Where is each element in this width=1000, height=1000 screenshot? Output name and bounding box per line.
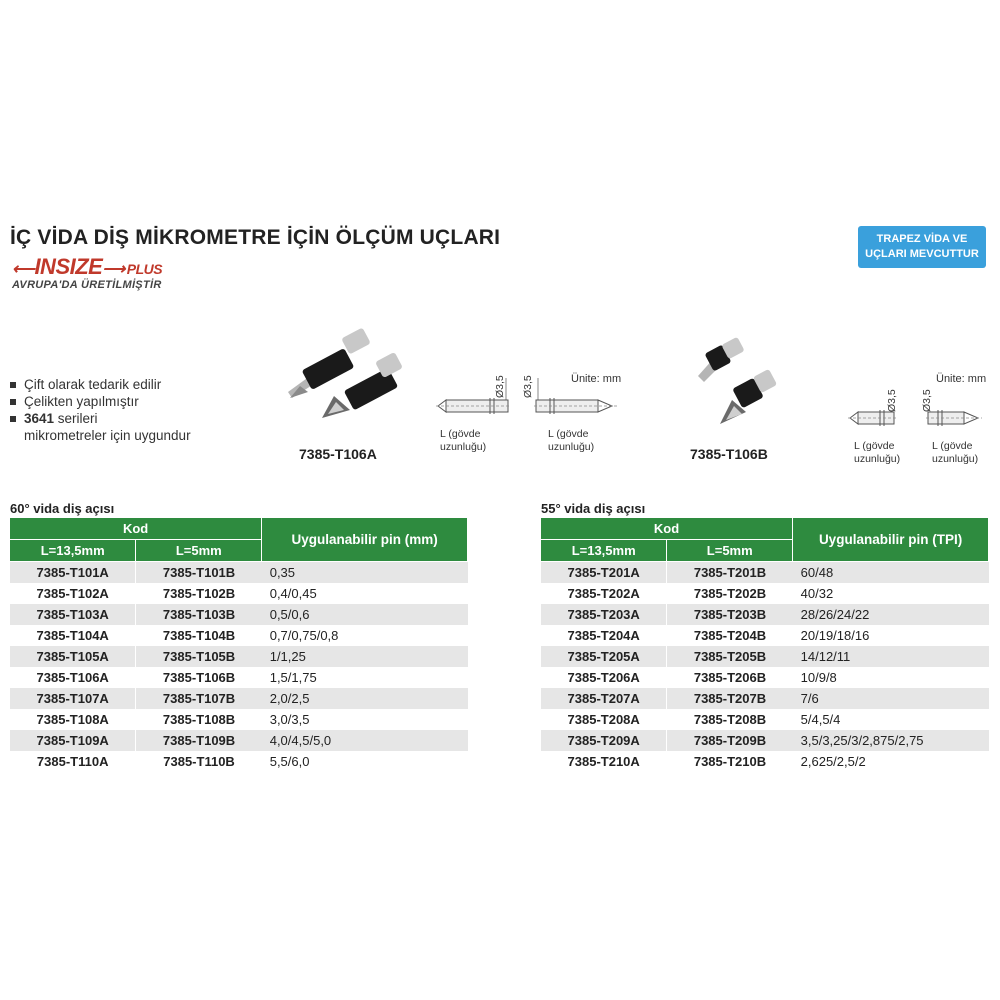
table-row [541,583,989,604]
table-row [541,667,989,688]
pin-cell: 4,0/4,5/5,0 [262,730,468,751]
logo-plus-text: PLUS [126,261,163,277]
feature-text: mikrometreler için uygundur [24,428,191,443]
code-b-cell: 7385-T204B [667,625,793,646]
code-b-cell: 7385-T206B [667,667,793,688]
pin-cell: 20/19/18/16 [793,625,989,646]
code-b-cell: 7385-T208B [667,709,793,730]
code-a-cell: 7385-T103A [10,604,136,625]
code-a-cell: 7385-T106A [10,667,136,688]
table-row [541,730,989,751]
table-55 [541,518,989,772]
pin-cell: 7/6 [793,688,989,709]
code-a-cell: 7385-T206A [541,667,667,688]
pin-cell: 5,5/6,0 [262,751,468,772]
table-60-heading: 60° vida diş açısı [10,501,115,516]
table-row [10,751,468,772]
table-55-heading: 55° vida diş açısı [541,501,646,516]
length-13-header: L=13,5mm [541,540,667,562]
code-b-cell: 7385-T202B [667,583,793,604]
code-b-cell: 7385-T106B [136,667,262,688]
table-row [10,583,468,604]
table-row [541,625,989,646]
code-b-cell: 7385-T108B [136,709,262,730]
code-b-cell: 7385-T102B [136,583,262,604]
code-a-cell: 7385-T202A [541,583,667,604]
feature-series-number: 3641 [24,411,55,426]
table-row [10,562,468,584]
label-line: L (gövde [854,440,895,452]
table-row [541,562,989,584]
table-row [10,646,468,667]
pin-cell: 0,7/0,75/0,8 [262,625,468,646]
code-a-cell: 7385-T101A [10,562,136,584]
label-line: L (gövde [440,428,481,440]
short-pin-diagram-left [848,410,896,426]
pin-cell: 5/4,5/4 [793,709,989,730]
pin-cell: 2,625/2,5/2 [793,751,989,772]
product-b-unit: Ünite: mm [936,373,987,385]
logo-tagline: AVRUPA'DA ÜRETİLMİŞTİR [12,279,162,291]
code-a-cell: 7385-T209A [541,730,667,751]
insize-logo [12,254,212,294]
code-a-cell: 7385-T102A [10,583,136,604]
bullet-square-icon [10,382,16,388]
feature-text: Çelikten yapılmıştır [24,394,139,409]
code-b-cell: 7385-T107B [136,688,262,709]
pin-cell: 2,0/2,5 [262,688,468,709]
table-row [541,646,989,667]
pin-cell: 3,0/3,5 [262,709,468,730]
tip-cone-icon [288,327,403,418]
pin-cell: 28/26/24/22 [793,604,989,625]
feature-text: Çift olarak tedarik edilir [24,377,162,392]
pin-cell: 60/48 [793,562,989,584]
label-line: L (gövde [548,428,589,440]
label-line: uzunluğu) [548,441,595,453]
code-a-cell: 7385-T104A [10,625,136,646]
pin-cell: 0,4/0,45 [262,583,468,604]
length-5-header: L=5mm [667,540,793,562]
pin-header: Uygulanabilir pin (mm) [262,518,468,562]
bullet-square-icon [10,399,16,405]
table-row [10,667,468,688]
table-row [10,709,468,730]
code-b-cell: 7385-T101B [136,562,262,584]
table-row [541,751,989,772]
pin-cell: 0,5/0,6 [262,604,468,625]
feature-text: serileri [54,411,98,426]
code-a-cell: 7385-T203A [541,604,667,625]
pin-header: Uygulanabilir pin (TPI) [793,518,989,562]
table-row [10,604,468,625]
product-a-caption: 7385-T106A [299,446,377,462]
label-line: uzunluğu) [932,453,979,465]
pin-diagram-right [534,378,618,414]
code-b-cell: 7385-T209B [667,730,793,751]
product-a-dim-left: Ø3,5 [494,375,506,398]
table-60 [10,518,468,772]
short-tip-pair-icon [698,337,777,424]
badge-line-1: TRAPEZ VİDA VE [876,233,968,245]
pin-cell: 14/12/11 [793,646,989,667]
code-b-cell: 7385-T207B [667,688,793,709]
table-row [541,604,989,625]
kod-header: Kod [541,518,793,540]
code-b-cell: 7385-T109B [136,730,262,751]
page-title: İÇ VİDA DİŞ MİKROMETRE İÇİN ÖLÇÜM UÇLARI [10,226,501,249]
logo-brand-text: INSIZE [34,254,103,279]
code-a-cell: 7385-T109A [10,730,136,751]
product-a-unit: Ünite: mm [571,373,622,385]
product-a-dim-right: Ø3,5 [522,375,534,398]
code-a-cell: 7385-T208A [541,709,667,730]
label-line: L (gövde [932,440,973,452]
feature-item [8,410,191,427]
table-row [10,730,468,751]
short-pin-diagram-right [926,410,982,426]
bullet-square-icon [10,416,16,422]
code-a-cell: 7385-T210A [541,751,667,772]
length-5-header: L=5mm [136,540,262,562]
table-row [10,688,468,709]
trapez-badge [858,226,986,268]
code-a-cell: 7385-T108A [10,709,136,730]
feature-list [8,376,191,444]
table-60-body [10,562,468,773]
feature-item-continuation [8,427,191,444]
pin-cell: 3,5/3,25/3/2,875/2,75 [793,730,989,751]
code-b-cell: 7385-T203B [667,604,793,625]
logo-brand: ⟵INSIZE⟶ PLUS [12,254,163,279]
label-line: uzunluğu) [440,441,487,453]
code-a-cell: 7385-T207A [541,688,667,709]
pin-cell: 40/32 [793,583,989,604]
code-b-cell: 7385-T105B [136,646,262,667]
length-13-header: L=13,5mm [10,540,136,562]
pin-cell: 0,35 [262,562,468,584]
code-b-cell: 7385-T205B [667,646,793,667]
table-row [541,688,989,709]
table-row [541,709,989,730]
product-b-diagram [846,376,986,436]
badge-line-2: UÇLARI MEVCUTTUR [865,248,979,260]
pin-cell: 10/9/8 [793,667,989,688]
product-a-length-label-left [440,428,486,454]
code-a-cell: 7385-T201A [541,562,667,584]
feature-item [8,376,191,393]
product-b-dim-right: Ø3,5 [921,389,933,412]
code-a-cell: 7385-T110A [10,751,136,772]
product-b-dim-left: Ø3,5 [886,389,898,412]
product-b-caption: 7385-T106B [690,446,768,462]
code-b-cell: 7385-T201B [667,562,793,584]
code-a-cell: 7385-T205A [541,646,667,667]
product-a-length-label-right [548,428,594,454]
code-b-cell: 7385-T210B [667,751,793,772]
code-b-cell: 7385-T104B [136,625,262,646]
table-55-body [541,562,989,773]
feature-item [8,393,191,410]
product-b-length-label-left [854,440,900,466]
code-a-cell: 7385-T204A [541,625,667,646]
table-row [10,625,468,646]
label-line: uzunluğu) [854,453,901,465]
code-a-cell: 7385-T105A [10,646,136,667]
pin-cell: 1/1,25 [262,646,468,667]
kod-header: Kod [10,518,262,540]
code-b-cell: 7385-T110B [136,751,262,772]
product-a-photo [270,318,410,433]
product-b-length-label-right [932,440,978,466]
pin-cell: 1,5/1,75 [262,667,468,688]
code-a-cell: 7385-T107A [10,688,136,709]
code-b-cell: 7385-T103B [136,604,262,625]
product-b-photo [680,336,790,431]
